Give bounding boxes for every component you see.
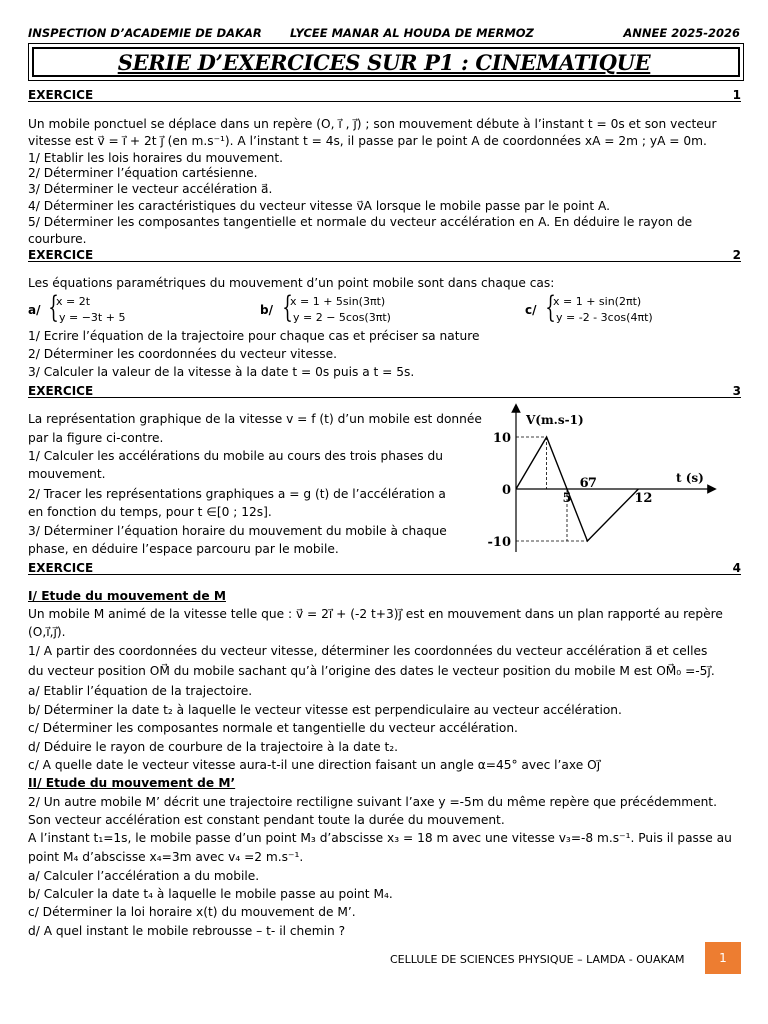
ex4-m-line-4: point M₄ d’abscisse x₄=3m avec v₄ =2 m.s⁻¹. xyxy=(28,850,304,864)
exercise-2-heading xyxy=(28,248,741,262)
exercise-label: EXERCICE xyxy=(28,561,94,575)
equation-x: x = 1 + sin(2πt) xyxy=(553,295,642,308)
ex4-line-9: c/ A quelle date le vecteur vitesse aura-t-il une direction faisant un angle α=45° avec l’axe Oj⃗ xyxy=(28,758,601,772)
system-label: b/ xyxy=(260,303,273,317)
ex1-question-2: 2/ Déterminer l’équation cartésienne. xyxy=(28,166,258,180)
brace: { xyxy=(48,290,59,325)
system-c xyxy=(525,290,653,325)
x-tick-label-12: 12 xyxy=(634,491,653,506)
exercise-number: 3 xyxy=(732,384,741,398)
ex4-m-line-8: d/ A quel instant le mobile rebrousse – t- il chemin ? xyxy=(28,924,346,938)
section-2-title: II/ Etude du mouvement de M’ xyxy=(28,776,236,790)
ex3-line-2: par la figure ci-contre. xyxy=(28,431,164,445)
exercise-label: EXERCICE xyxy=(28,248,94,262)
equation-x: x = 1 + 5sin(3πt) xyxy=(290,295,386,308)
ex1-question-1: 1/ Etablir les lois horaires du mouvement. xyxy=(28,151,283,165)
footer-text: CELLULE DE SCIENCES PHYSIQUE – LAMDA - OUAKAM xyxy=(390,953,685,966)
ex3-line-1: La représentation graphique de la vitesse v = f (t) d’un mobile est donnée xyxy=(28,412,482,426)
ex1-line-1: Un mobile ponctuel se déplace dans un repère (O, i⃗ , j⃗) ; son mouvement débute à l’instant t = 0s et son vecteur xyxy=(28,117,717,131)
brace: { xyxy=(545,290,556,325)
x-axis-label: t (s) xyxy=(676,471,704,485)
ex4-m-line-6: b/ Calculer la date t₄ à laquelle le mobile passe au point M₄. xyxy=(28,887,393,901)
ex1-question-5b: courbure. xyxy=(28,232,87,246)
ex3-line-5: 2/ Tracer les représentations graphiques a = g (t) de l’accélération a xyxy=(28,487,446,501)
ex4-line-2: (O,i⃗,j⃗). xyxy=(28,625,66,639)
equation-y: y = -2 - 3cos(4πt) xyxy=(556,311,653,324)
ex1-question-5a: 5/ Déterminer les composantes tangentielle et normale du vecteur accélération en A. En déduire le rayon de xyxy=(28,215,693,229)
ex1-line-2: vitesse est v⃗ = i⃗ + 2t j⃗ (en m.s⁻¹). A l’instant t = 4s, il passe par le point A de coordonnées xA = 2m ; yA = 0m. xyxy=(28,134,707,148)
ex3-line-4: mouvement. xyxy=(28,467,106,481)
equation-y: y = −3t + 5 xyxy=(59,311,126,324)
ex4-line-6: b/ Déterminer la date t₂ à laquelle le vecteur vitesse est perpendiculaire au vecteur accélération. xyxy=(28,703,622,717)
ex4-line-7: c/ Déterminer les composantes normale et tangentielle du vecteur accélération. xyxy=(28,721,518,735)
section-1-title: I/ Etude du mouvement de M xyxy=(28,589,226,603)
brace: { xyxy=(282,290,293,325)
y-tick-label-10: 10 xyxy=(492,431,511,446)
ex1-question-4: 4/ Déterminer les caractéristiques du vecteur vitesse v⃗A lorsque le mobile passe par le point A. xyxy=(28,199,610,213)
ex4-m-line-7: c/ Déterminer la loi horaire x(t) du mouvement de M’. xyxy=(28,905,356,919)
system-a xyxy=(28,290,126,325)
exercise-3-heading xyxy=(28,384,741,398)
equation-x: x = 2t xyxy=(56,295,91,308)
exercise-4-heading xyxy=(28,561,741,575)
header-right: ANNEE 2025-2026 xyxy=(623,26,740,40)
ex2-intro: Les équations paramétriques du mouvement d’un point mobile sont dans chaque cas: xyxy=(28,276,555,290)
ex4-m-line-2: Son vecteur accélération est constant pendant toute la durée du mouvement. xyxy=(28,813,505,827)
ex2-question-3: 3/ Calculer la valeur de la vitesse à la date t = 0s puis a t = 5s. xyxy=(28,365,415,379)
x-tick-label-7: 7 xyxy=(587,476,597,491)
exercise-number: 1 xyxy=(732,88,741,102)
system-label: a/ xyxy=(28,303,41,317)
system-label: c/ xyxy=(525,303,537,317)
ex3-line-3: 1/ Calculer les accélérations du mobile au cours des trois phases du xyxy=(28,449,443,463)
exercise-1-heading xyxy=(28,88,741,102)
x-tick-label-6: 6 xyxy=(579,476,589,491)
ex2-question-1: 1/ Ecrire l’équation de la trajectoire pour chaque cas et préciser sa nature xyxy=(28,329,480,343)
y-axis-label: V(m.s-1) xyxy=(526,413,584,427)
ex4-line-3: 1/ A partir des coordonnées du vecteur vitesse, déterminer les coordonnées du vecteur accélération a⃗ et celles xyxy=(28,644,708,658)
equation-y: y = 2 − 5cos(3πt) xyxy=(293,311,391,324)
ex2-question-2: 2/ Déterminer les coordonnées du vecteur vitesse. xyxy=(28,347,338,361)
velocity-chart xyxy=(480,402,720,562)
x-tick-label-5: 5 xyxy=(562,491,572,506)
exercise-label: EXERCICE xyxy=(28,384,94,398)
header-left: INSPECTION D’ACADEMIE DE DAKAR xyxy=(28,26,262,40)
ex4-m-line-5: a/ Calculer l’accélération a du mobile. xyxy=(28,869,260,883)
y-tick-label--10: -10 xyxy=(487,535,511,550)
ex4-line-5: a/ Etablir l’équation de la trajectoire. xyxy=(28,684,253,698)
ex3-line-8: phase, en déduire l’espace parcouru par le mobile. xyxy=(28,542,339,556)
ex4-line-4: du vecteur position OM⃗ du mobile sachant qu’à l’origine des dates le vecteur position du mobile M est OM⃗₀ =-5j⃗. xyxy=(28,664,715,678)
ex4-m-line-3: A l’instant t₁=1s, le mobile passe d’un point M₃ d’abscisse x₃ = 18 m avec une vitesse v₃=-8 m.s⁻¹. Puis il passe au xyxy=(28,831,732,845)
ex4-line-8: d/ Déduire le rayon de courbure de la trajectoire à la date t₂. xyxy=(28,740,399,754)
exercise-number: 4 xyxy=(732,561,741,575)
ex1-question-3: 3/ Déterminer le vecteur accélération a⃗. xyxy=(28,182,273,196)
page-title: SERIE D’EXERCICES SUR P1 : CINEMATIQUE xyxy=(117,50,651,75)
exercise-number: 2 xyxy=(732,248,741,262)
ex3-line-6: en fonction du temps, pour t ∈[0 ; 12s]. xyxy=(28,505,272,519)
page-number: 1 xyxy=(705,942,741,974)
y-tick-label-0: 0 xyxy=(501,483,511,498)
exercise-label: EXERCICE xyxy=(28,88,94,102)
ex4-line-1: Un mobile M animé de la vitesse telle que : v⃗ = 2i⃗ + (-2 t+3)j⃗ est en mouvement dans un plan rapporté au repère xyxy=(28,607,723,621)
ex3-line-7: 3/ Déterminer l’équation horaire du mouvement du mobile à chaque xyxy=(28,524,447,538)
system-b xyxy=(260,290,391,325)
ex4-m-line-1: 2/ Un autre mobile M’ décrit une trajectoire rectiligne suivant l’axe y =-5m du même repère que précédemment. xyxy=(28,795,717,809)
page-header xyxy=(28,26,740,42)
header-center: LYCEE MANAR AL HOUDA DE MERMOZ xyxy=(290,26,534,40)
